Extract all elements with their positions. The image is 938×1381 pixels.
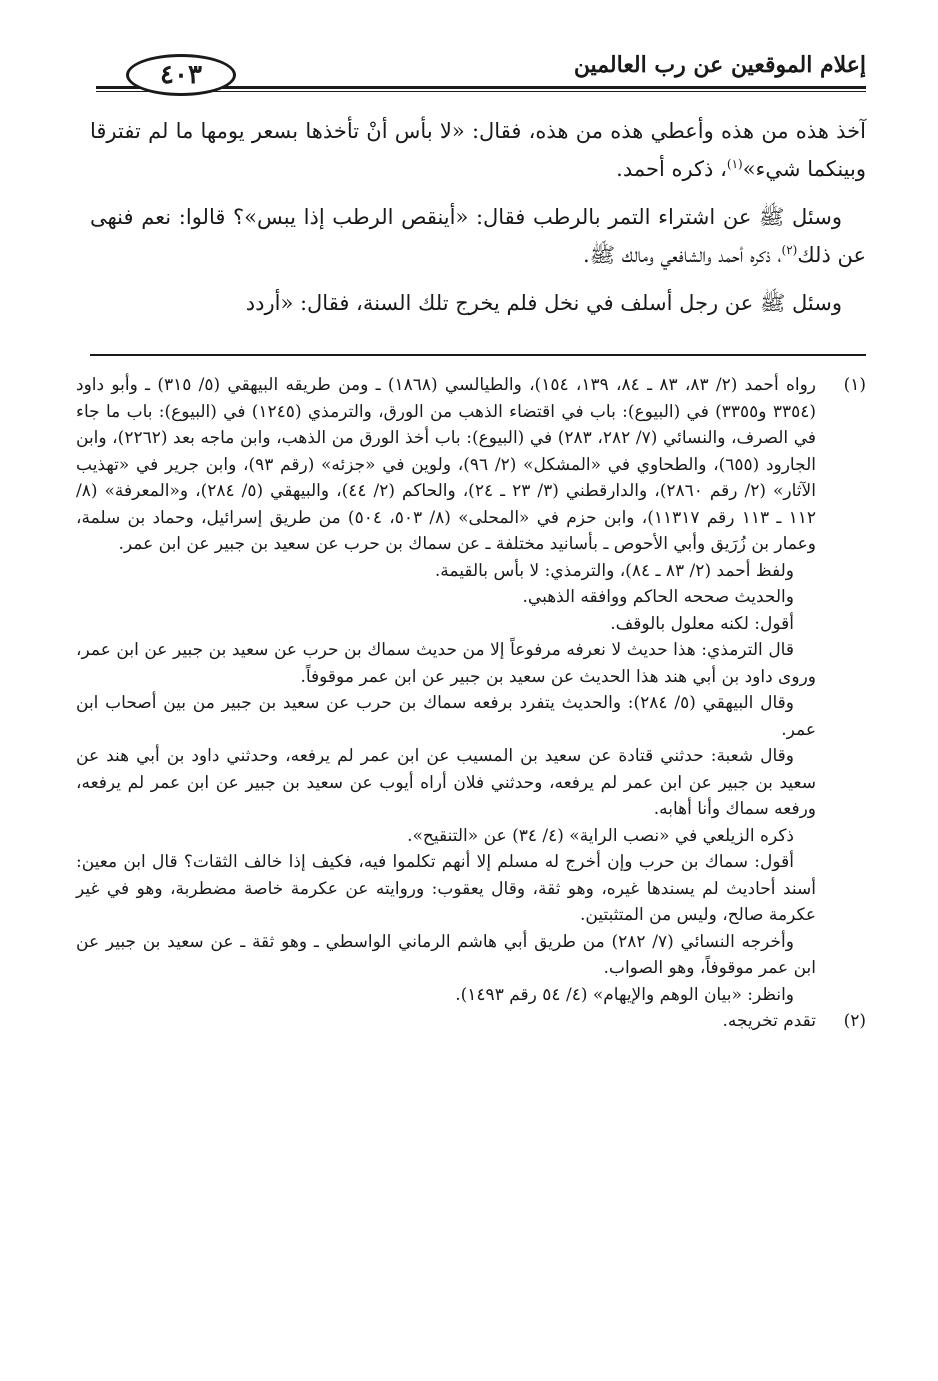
footnote-ref-2[interactable]: (٢) [781, 243, 798, 257]
footnote-paragraph: أقول: سماك بن حرب وإن أخرج له مسلم إلا أنهم تكلموا فيه، فكيف إذا خالف الثقات؟ قال ابن معين: أسند أحاديث لم يسندها غيره، وهو ثقة، وقال يعقوب: وروايته عن عكرمة خاصة مضطربة، وهو في غير عكرمة صالح، وليس من المتثبتين. [76, 852, 816, 925]
footnote-paragraph: قال الترمذي: هذا حديث لا نعرفه مرفوعاً إلا من حديث سماك بن حرب عن سعيد بن جبير عن ابن عمر، وروى داود بن أبي هند هذا الحديث عن سعيد بن جبير عن ابن عمر موقوفاً. [76, 640, 816, 687]
main-text [90, 112, 866, 332]
main-paragraph-1-text: آخذ هذه من هذه وأعطي هذه من هذه، فقال: «لا بأس أنْ تأخذها بسعر يومها ما لم تفترقا وبينكما شيء» [90, 119, 866, 181]
main-paragraph-3: وسئل ﷺ عن رجل أسلف في نخل فلم يخرج تلك السنة، فقال: «أردد [245, 291, 842, 315]
running-header [96, 50, 866, 94]
footnotes [76, 372, 866, 1035]
footnote-2 [76, 1008, 866, 1035]
page-number: ٤٠٣ [126, 54, 236, 96]
main-paragraph-2 [90, 198, 866, 274]
book-title: إعلام الموقعين عن رب العالمين [573, 52, 866, 78]
footnote-paragraph: وأخرجه النسائي (٧/ ٢٨٢) من طريق أبي هاشم الرماني الواسطي ـ وهو ثقة ـ عن سعيد بن جبير عن ابن عمر موقوفاً، وهو الصواب. [76, 931, 816, 978]
footnote-number: (٢) [843, 1011, 866, 1031]
footnote-paragraph: وقال البيهقي (٥/ ٢٨٤): والحديث يتفرد برفعه سماك بن حرب عن سعيد بن جبير من بين أصحاب ابن عمر. [76, 693, 816, 740]
footnote-paragraph: ذكره الزيلعي في «نصب الراية» (٤/ ٣٤) عن «التنقيح». [407, 825, 794, 846]
footnote-paragraph: ولفظ أحمد (٢/ ٨٣ ـ ٨٤)، والترمذي: لا بأس بالقيمة. [434, 560, 794, 581]
footnote-ref-1[interactable]: (١) [726, 157, 743, 171]
main-paragraph-2-text: وسئل ﷺ عن اشتراء التمر بالرطب فقال: «أينقص الرطب إذا يبس»؟ قالوا: نعم فنهى عن ذلك [90, 205, 866, 267]
footnote-paragraph: تقدم تخريجه. [722, 1011, 816, 1031]
main-paragraph-1 [90, 112, 866, 188]
footnote-paragraph: والحديث صححه الحاكم ووافقه الذهبي. [522, 587, 794, 607]
footnote-separator [90, 354, 866, 356]
main-paragraph-1-tail: ، ذكره أحمد. [616, 157, 727, 181]
footnote-paragraph: رواه أحمد (٢/ ٨٣، ٨٣ ـ ٨٤، ١٣٩، ١٥٤)، والطيالسي (١٨٦٨) ـ ومن طريقه البيهقي (٥/ ٣١٥) ـ وأبو داود (٣٣٥٤ و٣٣٥٥) في (البيوع): باب في اقتضاء الذهب من الورق، والترمذي (١٢٤٥) في (البيوع): باب ما جاء في الصرف، والنسائي (٧/ ٢٨٢، ٢٨٣) في (البيوع): باب أخذ الورق من الذهب، وابن ماجه بعد (٢٢٦٢)، وابن الجارود (٦٥٥)، والطحاوي في «المشكل» (٢/ ٩٦)، ولوين في «جزئه» (رقم ٩٣)، وابن جرير في «تهذيب الآثار» (٢/ رقم ٢٨٦٠)، والدارقطني (٣/ ٢٣ ـ ٢٤)، والحاكم (٢/ ٤٤)، والبيهقي (٥/ ٢٨٤)، و«المعرفة» (٨/ ١١٢ ـ ١١٣ رقم ١١٣١٧)، وابن حزم في «المحلى» (٨/ ٥٠٣، ٥٠٤) من طريق إسرائيل، وحماد بن سلمة، وعمار بن زُرَيق وأبي الأحوص ـ بأسانيد مختلفة ـ عن سماك بن حرب عن سعيد بن جبير عن ابن عمر. [76, 375, 817, 554]
footnote-body [76, 1008, 816, 1035]
footnote-paragraph: وانظر: «بيان الوهم والإيهام» (٤/ ٥٤ رقم ١٤٩٣). [455, 984, 794, 1005]
footnote-1 [76, 372, 866, 1008]
footnote-paragraph: وقال شعبة: حدثني قتادة عن سعيد بن المسيب عن ابن عمر لم يرفعه، وحدثني داود بن أبي هند عن سعيد بن جبير عن ابن عمر لم يرفعه، وحدثني فلان أراه أيوب عن سعيد بن جبير عن ابن عمر لم يرفعه، ورفعه سماك وأنا أهابه. [76, 746, 816, 819]
main-paragraph-2-tail: ، ذكره أحمد والشافعي ومالك ﷺ. [583, 243, 782, 267]
footnote-paragraph: أقول: لكنه معلول بالوقف. [610, 613, 794, 634]
footnote-number: (١) [843, 375, 866, 395]
footnote-body [76, 372, 816, 1008]
